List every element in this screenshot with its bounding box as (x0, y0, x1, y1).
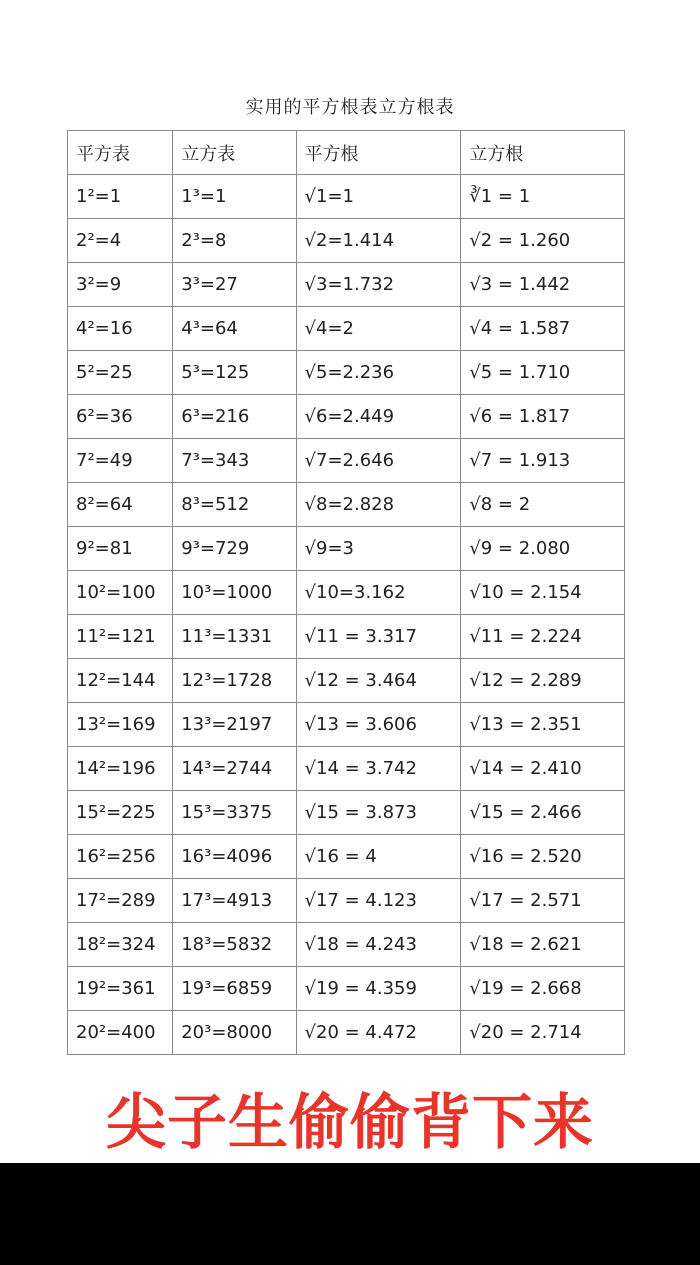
table-row (68, 527, 625, 571)
cell-cube: 1³=1 (173, 175, 296, 219)
cell-cube-root: √17 = 2.571 (461, 879, 625, 923)
cell-cube-root: √4 = 1.587 (461, 307, 625, 351)
cell-square: 19²=361 (68, 967, 173, 1011)
cell-square-root: √4=2 (296, 307, 461, 351)
table-row (68, 483, 625, 527)
cell-cube-root: √18 = 2.621 (461, 923, 625, 967)
cell-square-root: √11 = 3.317 (296, 615, 461, 659)
cell-square: 11²=121 (68, 615, 173, 659)
cell-cube: 12³=1728 (173, 659, 296, 703)
cell-cube-root: √14 = 2.410 (461, 747, 625, 791)
cell-square: 18²=324 (68, 923, 173, 967)
cell-square-root: √7=2.646 (296, 439, 461, 483)
table-row (68, 263, 625, 307)
cell-cube-root: √7 = 1.913 (461, 439, 625, 483)
cell-cube: 13³=2197 (173, 703, 296, 747)
cell-cube: 11³=1331 (173, 615, 296, 659)
table-row (68, 219, 625, 263)
cell-square: 4²=16 (68, 307, 173, 351)
cell-cube-root: √12 = 2.289 (461, 659, 625, 703)
cell-square-root: √19 = 4.359 (296, 967, 461, 1011)
cell-square-root: √1=1 (296, 175, 461, 219)
cell-cube-root: √15 = 2.466 (461, 791, 625, 835)
cell-square-root: √12 = 3.464 (296, 659, 461, 703)
cell-square: 8²=64 (68, 483, 173, 527)
table-row (68, 615, 625, 659)
cell-square: 10²=100 (68, 571, 173, 615)
cell-cube-root: √2 = 1.260 (461, 219, 625, 263)
cell-cube: 15³=3375 (173, 791, 296, 835)
cell-cube: 9³=729 (173, 527, 296, 571)
cell-cube: 5³=125 (173, 351, 296, 395)
cell-cube: 20³=8000 (173, 1011, 296, 1055)
cell-square: 12²=144 (68, 659, 173, 703)
table-row (68, 923, 625, 967)
cell-cube-root: √10 = 2.154 (461, 571, 625, 615)
cell-square-root: √8=2.828 (296, 483, 461, 527)
bottom-black-bar (0, 1163, 700, 1265)
cell-cube-root: √11 = 2.224 (461, 615, 625, 659)
cell-square-root: √13 = 3.606 (296, 703, 461, 747)
table-row (68, 395, 625, 439)
table-row (68, 1011, 625, 1055)
cell-cube: 4³=64 (173, 307, 296, 351)
root-table (67, 130, 625, 1055)
cell-cube-root: √5 = 1.710 (461, 351, 625, 395)
table-row (68, 967, 625, 1011)
cell-cube-root: √13 = 2.351 (461, 703, 625, 747)
cell-square: 13²=169 (68, 703, 173, 747)
cell-square: 3²=9 (68, 263, 173, 307)
cell-square-root: √20 = 4.472 (296, 1011, 461, 1055)
cell-cube-root: ∛1 = 1 (461, 175, 625, 219)
cell-square-root: √16 = 4 (296, 835, 461, 879)
cell-square-root: √3=1.732 (296, 263, 461, 307)
cell-cube: 14³=2744 (173, 747, 296, 791)
cell-square-root: √9=3 (296, 527, 461, 571)
cell-square-root: √6=2.449 (296, 395, 461, 439)
cell-square: 2²=4 (68, 219, 173, 263)
cell-square: 15²=225 (68, 791, 173, 835)
table-row (68, 747, 625, 791)
cell-cube: 10³=1000 (173, 571, 296, 615)
cell-cube-root: √3 = 1.442 (461, 263, 625, 307)
table-row (68, 571, 625, 615)
cell-cube: 19³=6859 (173, 967, 296, 1011)
cell-cube: 6³=216 (173, 395, 296, 439)
cell-square-root: √5=2.236 (296, 351, 461, 395)
header-square-root: 平方根 (296, 131, 461, 175)
cell-square-root: √15 = 3.873 (296, 791, 461, 835)
table-row (68, 703, 625, 747)
cell-square-root: √18 = 4.243 (296, 923, 461, 967)
table-row (68, 659, 625, 703)
cell-cube: 17³=4913 (173, 879, 296, 923)
table-row (68, 791, 625, 835)
table-row (68, 879, 625, 923)
cell-square: 20²=400 (68, 1011, 173, 1055)
cell-cube-root: √8 = 2 (461, 483, 625, 527)
cell-cube: 2³=8 (173, 219, 296, 263)
cell-square-root: √17 = 4.123 (296, 879, 461, 923)
header-square: 平方表 (68, 131, 173, 175)
page-title: 实用的平方根表立方根表 (245, 97, 455, 118)
cell-square: 1²=1 (68, 175, 173, 219)
cell-square: 6²=36 (68, 395, 173, 439)
cell-cube-root: √20 = 2.714 (461, 1011, 625, 1055)
slogan-caption: 尖子生偷偷背下来 (106, 1088, 594, 1158)
cell-square-root: √10=3.162 (296, 571, 461, 615)
cell-square-root: √2=1.414 (296, 219, 461, 263)
table-header-row (68, 131, 625, 175)
cell-cube-root: √16 = 2.520 (461, 835, 625, 879)
table-body (68, 131, 625, 1055)
table-row (68, 175, 625, 219)
table-row (68, 835, 625, 879)
cell-cube-root: √9 = 2.080 (461, 527, 625, 571)
cell-square: 7²=49 (68, 439, 173, 483)
cell-cube: 16³=4096 (173, 835, 296, 879)
cell-cube: 18³=5832 (173, 923, 296, 967)
cell-square: 16²=256 (68, 835, 173, 879)
cell-square: 14²=196 (68, 747, 173, 791)
cell-square-root: √14 = 3.742 (296, 747, 461, 791)
cell-cube: 7³=343 (173, 439, 296, 483)
header-cube-root: 立方根 (461, 131, 625, 175)
table-row (68, 439, 625, 483)
table-row (68, 307, 625, 351)
cell-square: 9²=81 (68, 527, 173, 571)
cell-cube: 8³=512 (173, 483, 296, 527)
cell-square: 5²=25 (68, 351, 173, 395)
cell-cube: 3³=27 (173, 263, 296, 307)
table-row (68, 351, 625, 395)
cell-cube-root: √6 = 1.817 (461, 395, 625, 439)
header-cube: 立方表 (173, 131, 296, 175)
cell-cube-root: √19 = 2.668 (461, 967, 625, 1011)
cell-square: 17²=289 (68, 879, 173, 923)
